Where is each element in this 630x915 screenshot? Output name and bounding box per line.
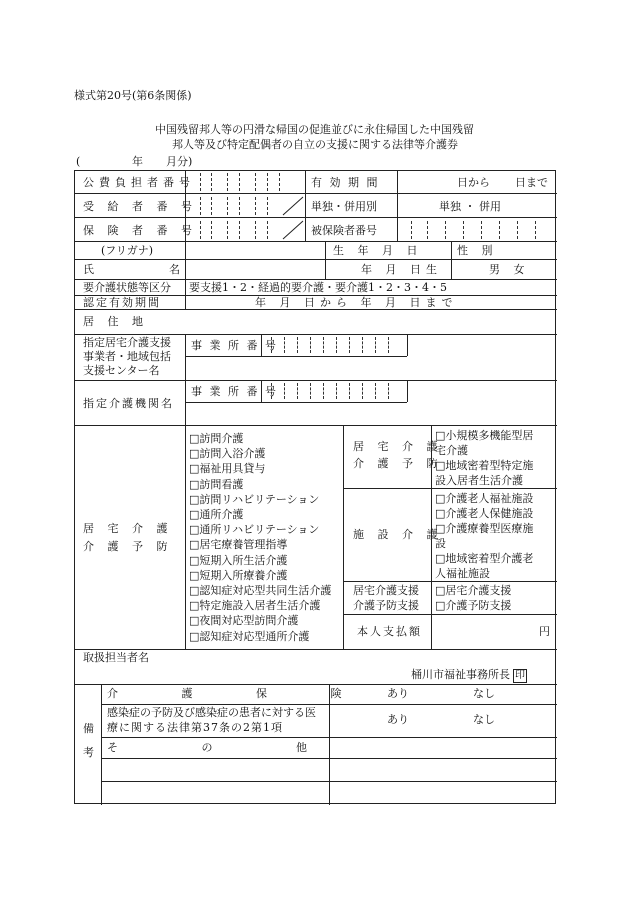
support-label-2: 介護予防支援 xyxy=(353,599,419,612)
service-item: □通所リハビリテーション xyxy=(189,523,320,537)
home-care-label-2: 介 護 予 防 xyxy=(83,540,173,553)
right-care-item: 設入居者生活介護 xyxy=(435,474,523,487)
right-care-item: □小規模多機能型居 xyxy=(435,429,534,442)
cert-period-value: 年 月 日から 年 月 日まで xyxy=(255,296,458,309)
insurance-no: なし xyxy=(473,687,495,700)
name-label-2: 名 xyxy=(169,263,180,276)
support-item-2: □介護予防支援 xyxy=(435,599,512,612)
address-label: 居 住 地 xyxy=(83,315,148,328)
facility-care-item: □介護老人保健施設 xyxy=(435,507,534,520)
right-care-item: 宅介護 xyxy=(435,444,468,457)
remarks-label-1: 備 xyxy=(83,722,94,735)
care-voucher-form xyxy=(74,170,556,804)
support-item-1: □居宅介護支援 xyxy=(435,584,512,597)
right-care-label-2: 介 護 予 防 xyxy=(353,457,443,470)
single-combined-label: 単独・併用別 xyxy=(311,200,377,213)
right-care-list xyxy=(435,428,533,488)
birth-value: 年 月 日生 xyxy=(361,263,442,276)
service-item: □訪問リハビリテーション xyxy=(189,492,320,506)
name-label-1: 氏 xyxy=(83,263,94,276)
office-number-label-2: 事 業 所 番 号 xyxy=(191,385,278,398)
sex-label: 性 別 xyxy=(457,244,498,257)
service-item: □訪問看護 xyxy=(189,477,244,491)
remarks-label-2: 考 xyxy=(83,746,94,759)
period-month: 月分) xyxy=(166,155,193,168)
support-center-line-3: 支援センター名 xyxy=(83,364,160,377)
support-label-1: 居宅介護支援 xyxy=(353,584,419,597)
service-item: □訪問入浴介護 xyxy=(189,447,266,461)
period-open: ( xyxy=(76,155,81,168)
office-number-label-1: 事 業 所 番 号 xyxy=(191,339,278,352)
care-facility-label: 指定介護機関名 xyxy=(83,397,174,410)
self-pay-label: 本人支払額 xyxy=(357,625,422,638)
care-level-label: 要介護状態等区分 xyxy=(83,281,171,294)
recipient-number-label: 受 給 者 番 号 xyxy=(83,200,197,213)
validity-from: 日から xyxy=(457,176,490,189)
care-level-value: 要支援1・2・経過的要介護・要介護1・2・3・4・5 xyxy=(189,281,447,294)
title-line-2: 邦人等及び特定配偶者の自立の支援に関する法律等介護券 xyxy=(172,138,458,151)
yen-label: 円 xyxy=(539,625,550,638)
payer-number-label: 公費負担者番号 xyxy=(83,176,195,189)
service-item: □短期入所生活介護 xyxy=(189,553,288,567)
title-line-1: 中国残留邦人等の円滑な帰国の促進並びに永住帰国した中国残留 xyxy=(155,123,474,136)
handler-label: 取扱担当者名 xyxy=(83,651,149,664)
period-year: 年 xyxy=(132,155,143,168)
service-item: □短期入所療養介護 xyxy=(189,568,288,582)
validity-to: 日まで xyxy=(515,176,548,189)
facility-care-item: □介護老人福祉施設 xyxy=(435,492,534,505)
insurer-number-label: 保 険 者 番 号 xyxy=(83,224,197,237)
service-item: □夜間対応型訪問介護 xyxy=(189,614,299,628)
insurance-yes: あり xyxy=(387,687,409,700)
other-label: そ の 他 xyxy=(107,741,347,754)
insurance-label: 介 護 保 険 xyxy=(107,687,372,700)
infection-no: なし xyxy=(473,713,495,726)
facility-care-item: □介護療養型医療施 xyxy=(435,522,534,535)
furigana-label: (フリガナ) xyxy=(101,244,154,257)
infection-yes: あり xyxy=(387,713,409,726)
single-combined-value: 単独 ・ 併用 xyxy=(439,200,501,213)
seal-mark: 印 xyxy=(515,670,525,681)
service-item: □訪問介護 xyxy=(189,432,244,445)
infection-line-2: 療に関する法律第37条の2第1項 xyxy=(107,721,283,734)
service-item: □認知症対応型通所介護 xyxy=(189,629,310,643)
validity-label: 有 効 期 間 xyxy=(311,176,380,189)
facility-care-item: 設 xyxy=(435,537,446,550)
cert-period-label: 認定有効期間 xyxy=(83,296,161,309)
facility-care-list xyxy=(435,491,533,581)
service-item: □居宅療養管理指導 xyxy=(189,538,288,552)
birth-label: 生 年 月 日 xyxy=(333,244,423,257)
home-care-label-1: 居 宅 介 護 xyxy=(83,522,173,535)
insured-number-label: 被保険者番号 xyxy=(311,224,377,237)
facility-care-item: 人福祉施設 xyxy=(435,567,490,580)
right-care-item: □地域密着型特定施 xyxy=(435,459,534,472)
facility-care-item: □地域密着型介護老 xyxy=(435,552,534,565)
infection-line-1: 感染症の予防及び感染症の患者に対する医 xyxy=(107,706,316,719)
sex-value: 男 女 xyxy=(489,263,530,276)
service-list xyxy=(189,431,331,644)
service-item: □認知症対応型共同生活介護 xyxy=(189,584,332,598)
facility-care-label: 施 設 介 護 xyxy=(353,528,443,541)
form-number: 様式第20号(第6条関係) xyxy=(74,89,192,102)
right-care-label-1: 居 宅 介 護 xyxy=(353,440,443,453)
service-item: □特定施設入居者生活介護 xyxy=(189,599,321,613)
slash-marks xyxy=(281,195,305,241)
office-head: 桶川市福祉事務所長 印 xyxy=(411,668,525,681)
service-item: □通所介護 xyxy=(189,508,244,522)
support-center-line-2: 事業者・地域包括 xyxy=(83,350,171,363)
service-item: □福祉用具貸与 xyxy=(189,462,266,476)
support-center-line-1: 指定居宅介護支援 xyxy=(83,336,171,349)
